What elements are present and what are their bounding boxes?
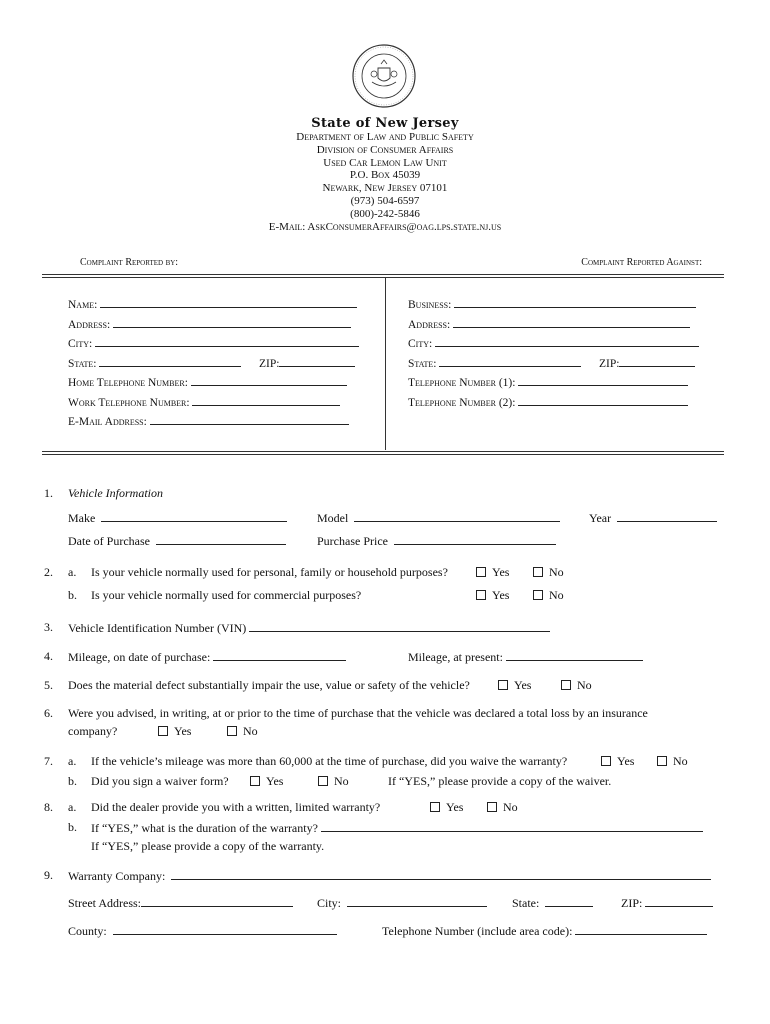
reporter-address-field[interactable] [68, 316, 351, 331]
department-line: Department of Law and Public Safety [296, 131, 474, 143]
divider-top-1 [42, 274, 724, 275]
checkbox[interactable] [430, 802, 440, 812]
against-city-label: City: [408, 338, 433, 350]
phone-line-1: (973) 504-6597 [350, 195, 420, 207]
reporter-name-field[interactable] [68, 296, 357, 311]
warranty-duration-field[interactable] [91, 820, 703, 836]
checkbox[interactable] [487, 802, 497, 812]
yes-label: Yes [514, 678, 532, 692]
unit-line: Used Car Lemon Law Unit [323, 157, 447, 169]
against-city-field[interactable] [408, 335, 699, 350]
q8a-letter: a. [68, 800, 77, 814]
divider-middle [385, 278, 386, 450]
purchase-date-field[interactable] [68, 533, 286, 549]
reporter-home-phone-label: Home Telephone Number: [68, 377, 188, 389]
q8-number: 8. [44, 800, 53, 814]
q5-yes-option[interactable] [498, 678, 531, 693]
model-label: Model [317, 511, 349, 525]
q7b-yes-option[interactable] [250, 774, 283, 789]
city-line: Newark, New Jersey 07101 [322, 182, 448, 194]
warranty-city-label: City: [317, 896, 342, 910]
warranty-phone-label: Telephone Number (include area code): [382, 924, 573, 938]
checkbox[interactable] [601, 756, 611, 766]
no-label: No [243, 724, 258, 738]
q6-no-option[interactable] [227, 724, 258, 739]
q8b-letter: b. [68, 820, 77, 834]
q2a-no-option[interactable] [533, 565, 564, 580]
against-state-label: State: [408, 358, 437, 370]
reporter-state-label: State: [68, 358, 97, 370]
q2-number: 2. [44, 565, 53, 579]
warranty-street-field[interactable] [68, 895, 293, 911]
q2a-letter: a. [68, 565, 77, 579]
q6-question-cont: company? [68, 724, 118, 738]
reporter-work-phone-field[interactable] [68, 394, 340, 409]
yes-label: Yes [446, 800, 464, 814]
q3-number: 3. [44, 620, 53, 634]
q1-title: Vehicle Information [68, 486, 163, 500]
against-phone2-field[interactable] [408, 394, 688, 409]
no-label: No [577, 678, 592, 692]
checkbox[interactable] [158, 726, 168, 736]
q9-number: 9. [44, 868, 53, 882]
reporter-zip-label: ZIP: [259, 358, 280, 370]
no-label: No [334, 774, 349, 788]
against-business-field[interactable] [408, 296, 696, 311]
warranty-phone-field[interactable] [382, 923, 707, 939]
q7b-no-option[interactable] [318, 774, 349, 789]
against-business-label: Business: [408, 299, 452, 311]
q6-number: 6. [44, 706, 53, 720]
warranty-state-field[interactable] [512, 895, 593, 911]
warranty-county-label: County: [68, 924, 107, 938]
email-line[interactable]: E-Mail: AskConsumerAffairs@oag.lps.state.nj.us [268, 221, 502, 233]
q7-number: 7. [44, 754, 53, 768]
reporter-name-label: Name: [68, 299, 98, 311]
warranty-city-field[interactable] [317, 895, 487, 911]
complaint-reported-by-label: Complaint Reported by: [80, 257, 179, 268]
q8a-yes-option[interactable] [430, 800, 463, 815]
po-box-line: P.O. Box 45039 [349, 169, 421, 181]
warranty-duration-label: If “YES,” what is the duration of the warranty? [91, 821, 318, 835]
q2a-question: Is your vehicle normally used for personal, family or household purposes? [91, 565, 448, 579]
vin-field[interactable] [68, 620, 550, 636]
complaint-reported-against-label: Complaint Reported Against: [581, 257, 702, 268]
q2b-letter: b. [68, 588, 77, 602]
q7b-question: Did you sign a waiver form? [91, 774, 229, 788]
q7b-letter: b. [68, 774, 77, 788]
q7a-no-option[interactable] [657, 754, 688, 769]
purchase-date-label: Date of Purchase [68, 534, 150, 548]
q8-note: If “YES,” please provide a copy of the warranty. [91, 839, 325, 853]
warranty-zip-field[interactable] [621, 895, 713, 911]
against-address-field[interactable] [408, 316, 690, 331]
q4-number: 4. [44, 649, 53, 663]
checkbox[interactable] [227, 726, 237, 736]
no-label: No [549, 565, 564, 579]
year-field[interactable] [589, 510, 717, 526]
q8a-question: Did the dealer provide you with a written, limited warranty? [91, 800, 381, 814]
mileage-purchase-label: Mileage, on date of purchase: [68, 650, 211, 664]
checkbox[interactable] [498, 680, 508, 690]
q7b-note: If “YES,” please provide a copy of the waiver. [388, 774, 612, 788]
against-state-field[interactable] [408, 355, 581, 370]
against-phone1-label: Telephone Number (1): [408, 377, 516, 389]
q6-question: Were you advised, in writing, at or prior to the time of purchase that the vehicle was declared a total loss by an insurance [68, 706, 648, 720]
model-field[interactable] [317, 510, 560, 526]
q2a-yes-option[interactable] [476, 565, 509, 580]
q2b-yes-option[interactable] [476, 588, 509, 603]
warranty-company-label: Warranty Company: [68, 869, 166, 883]
against-phone2-label: Telephone Number (2): [408, 397, 516, 409]
q5-number: 5. [44, 678, 53, 692]
warranty-state-label: State: [512, 896, 540, 910]
mileage-present-label: Mileage, at present: [408, 650, 503, 664]
state-title: State of New Jersey [311, 116, 459, 131]
warranty-street-label: Street Address: [68, 896, 141, 910]
against-zip-field[interactable] [599, 355, 695, 370]
mileage-purchase-field[interactable] [68, 649, 346, 665]
warranty-county-field[interactable] [68, 923, 337, 939]
checkbox[interactable] [657, 756, 667, 766]
mileage-present-field[interactable] [408, 649, 643, 665]
against-address-label: Address: [408, 319, 451, 331]
reporter-city-field[interactable] [68, 335, 359, 350]
reporter-email-label: E-Mail Address: [68, 416, 147, 428]
reporter-email-field[interactable] [68, 413, 349, 428]
warranty-company-field[interactable] [68, 868, 711, 884]
q7a-yes-option[interactable] [601, 754, 634, 769]
q8a-no-option[interactable] [487, 800, 518, 815]
checkbox[interactable] [250, 776, 260, 786]
no-label: No [549, 588, 564, 602]
reporter-home-phone-field[interactable] [68, 374, 347, 389]
yes-label: Yes [266, 774, 284, 788]
q5-question: Does the material defect substantially impair the use, value or safety of the vehicle? [68, 678, 470, 692]
q2b-question: Is your vehicle normally used for commercial purposes? [91, 588, 362, 602]
checkbox[interactable] [533, 590, 543, 600]
checkbox[interactable] [476, 567, 486, 577]
reporter-address-label: Address: [68, 319, 111, 331]
q5-no-option[interactable] [561, 678, 592, 693]
q2b-no-option[interactable] [533, 588, 564, 603]
against-zip-label: ZIP: [599, 358, 620, 370]
reporter-work-phone-label: Work Telephone Number: [68, 397, 190, 409]
checkbox[interactable] [318, 776, 328, 786]
q7a-letter: a. [68, 754, 77, 768]
q6-yes-option[interactable] [158, 724, 191, 739]
against-phone1-field[interactable] [408, 374, 688, 389]
checkbox[interactable] [561, 680, 571, 690]
warranty-zip-label: ZIP: [621, 896, 643, 910]
checkbox[interactable] [533, 567, 543, 577]
divider-top-2 [42, 277, 724, 278]
division-line: Division of Consumer Affairs [316, 144, 454, 156]
make-label: Make [68, 511, 96, 525]
phone-line-2: (800)-242-5846 [350, 208, 420, 220]
purchase-price-label: Purchase Price [317, 534, 388, 548]
divider-bottom-1 [42, 451, 724, 452]
divider-bottom-2 [42, 454, 724, 455]
no-label: No [503, 800, 518, 814]
yes-label: Yes [492, 588, 510, 602]
reporter-zip-field[interactable] [259, 355, 355, 370]
q1-number: 1. [44, 486, 53, 500]
make-field[interactable] [68, 510, 287, 526]
vin-label: Vehicle Identification Number (VIN) [68, 621, 247, 635]
no-label: No [673, 754, 688, 768]
year-label: Year [589, 511, 612, 525]
reporter-city-label: City: [68, 338, 93, 350]
q7a-question: If the vehicle’s mileage was more than 60,000 at the time of purchase, did you waive the warranty? [91, 754, 568, 768]
purchase-price-field[interactable] [317, 533, 556, 549]
yes-label: Yes [617, 754, 635, 768]
checkbox[interactable] [476, 590, 486, 600]
yes-label: Yes [492, 565, 510, 579]
yes-label: Yes [174, 724, 192, 738]
reporter-state-field[interactable] [68, 355, 241, 370]
state-seal-image [352, 44, 416, 108]
